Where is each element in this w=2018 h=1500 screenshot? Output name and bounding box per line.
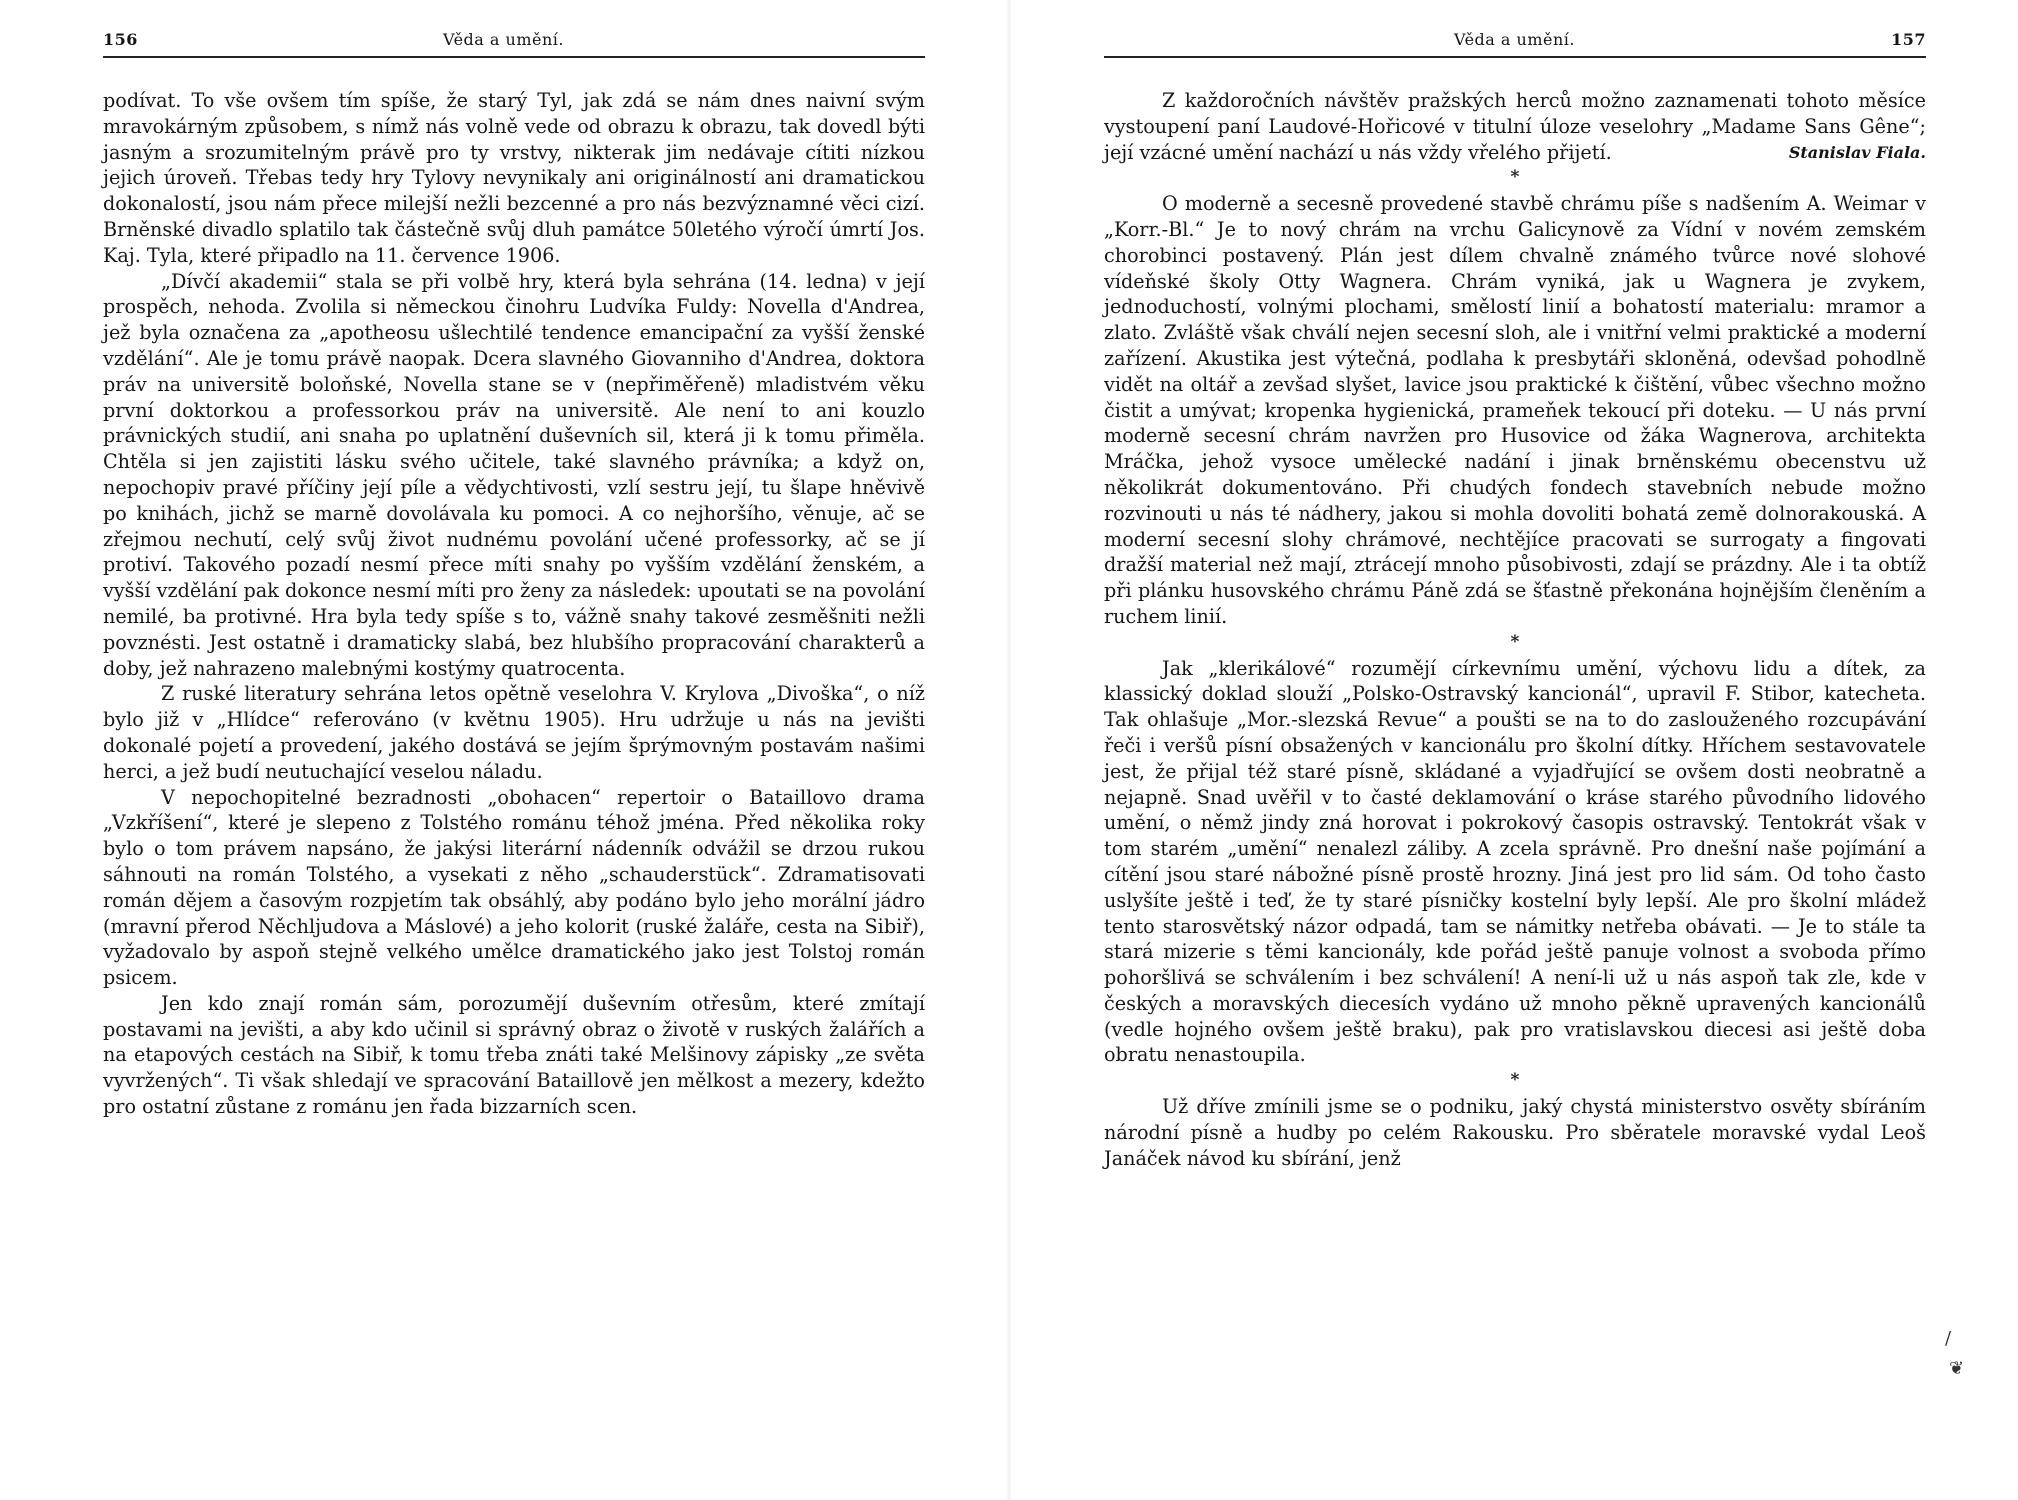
left-paragraph-3: Z ruské literatury sehrána letos opětně veselohra V. Krylova „Divoška“, o níž bylo již v „Hlídce“ referováno (v květnu 1905). Hru udržuje u nás na jevišti dokonalé pojetí a provedení, jakého dostává se jejím šprýmovným postavám našimi herci, a jež budí neutuchající veselou náladu.: [103, 682, 925, 783]
right-running-title: Věda a umění.: [1454, 30, 1575, 49]
author-signature: Stanislav Fiala.: [1788, 142, 1926, 162]
right-paragraph-church: O moderně a secesně provedené stavbě chrámu píše s nadšením A. Weimar v „Korr.-Bl.“ Je to nový chrám na vrchu Galicynově za Vídní v novém zemském chorobinci postavený. Plán jest dílem chvalně známého tvůrce nové slohové vídeňské školy Otty Wagnera. Chrám vyniká, jak u Wagnera je zvykem, jednoduchostí, volnými plochami, smělostí linií a bohatostí materialu: mramor a zlato. Zvláště však chválí nejen secesní sloh, ale i vnitřní velmi praktické a moderní zařízení. Akustika jest výtečná, podlaha k presbytáři skloněná, odevšad pohodlně vidět na oltář a zevšad slyšet, lavice jsou praktické k čištění, vůbec všechno možno čistit a umývat; kropenka hygienická, prameňek tekoucí při doteku. — U nás první moderně secesní chrám navržen pro Husovice od žáka Wagnerova, architekta Mráčka, jehož vysoce umělecké nadání i jinak brněnskému obecenstvu už několikrát dokumentováno. Při chudých fondech stavebních nebude možno rozvinouti u nás té nádhery, jakou si mohla dovoliti bohatá země dolnorakouská. A moderní secesní slohy chrámové, nechtějíce pracovati se surrogaty a fingovati dražší material než mají, ztrácejí mnoho působivosti, zdají se prázdny. Ale i ta obtíž při plánku husovského chrámu Páně zdá se šťastně překonána hojnějším členěním a ruchem linií.: [1104, 192, 1926, 628]
left-paragraph-4: V nepochopitelné bezradnosti „obohacen“ repertoir o Bataillovo drama „Vzkříšení“, které je slepeno z Tolstého románu téhož jména. Před několika roky bylo o tom právem napsáno, že jakýsi literární nádenník odvážil se drzou rukou sáhnouti na román Tolstého, a vysekati z něho „schauderstück“. Zdramatisovati román dějem a časovým rozpjetím tak obsáhlý, aby podáno bylo jeho morální jádro (mravní přerod Něchljudova a Máslové) a jeho kolorit (ruské žaláře, cesta na Sibiř), vyžadovalo by aspoň stejně velkého umělce dramatického jako jest Tolstoj román psicem.: [103, 785, 925, 990]
left-running-title: Věda a umění.: [443, 30, 564, 49]
right-paragraph-hymnal: Jak „klerikálové“ rozumějí církevnímu umění, výchovu lidu a dítek, za klassický doklad slouží „Polsko-Ostravský kancionál“, upravil F. Stibor, katecheta. Tak ohlašuje „Mor.-slezská Revue“ a poušti se na to do zaslouženého rozcupávání řeči i veršů písní obsažených v kancionálu pro školní dítky. Hříchem sestavovatele jest, že přijal též staré písně, skládané a vyjadřující se ovšem dosti neobratně a nejapně. Snad uvěřil v to časté deklamování o kráse starého původního lidového umění, o němž jindy zná horovat i pokrokový časopis ostravský. Tentokrát však v tom starém „umění“ nenalezl záliby. A zcela správně. Pro dnešní naše pojímání a cítění jsou staré nábožné písně prostě hrozny. Jiná jest pro lid sám. Od toho často uslyšíte ještě i teď, že ty staré písničky kostelní byly lepší. Ale pro školní mládež tento starosvětský názor odpadá, tam se námitky netřeba obávati. — Je to stále ta stará mizerie s těmi kancionály, kde pořád ještě panuje volnost a svoboda přímo pohoršlivá se schválením i bez schválení! A není-li už u nás aspoň tak zle, kde v českých a moravských diecesích vydáno už mnoho pěkně upravených kancionálů (vedle hojného ovšem ještě braku), pak pro vratislavskou diecesi asi ještě doba obratu nenastoupila.: [1104, 656, 1926, 1067]
right-paragraph-folksong: Už dříve zmínili jsme se o podniku, jaký chystá ministerstvo osvěty sbíráním národní písně a hudby po celém Rakousku. Pro sběratele moravské vydal Leoš Janáček návod ku sbírání, jenž: [1104, 1095, 1926, 1170]
left-body-text: [103, 88, 925, 1120]
left-paragraph-5: Jen kdo znají román sám, porozumějí duševním otřesům, které zmítají postavami na jevišti, a aby kdo učinil si správný obraz o životě v ruských žalářích a na etapových cestách na Sibiř, k tomu třeba znáti také Melšinovy zápisky „ze světa vyvržených“. Ti však shledají ve spracování Bataillově jen mělkost a mezery, kdežto pro ostatní zůstane z románu jen řada bizzarních scen.: [103, 991, 925, 1119]
section-separator-star: *: [1510, 631, 1520, 652]
section-separator-star: *: [1510, 1070, 1520, 1091]
left-header-rule: [103, 56, 925, 58]
left-paragraph-2: „Dívčí akademii“ stala se při volbě hry, která byla sehrána (14. ledna) v její prospěch, nehoda. Zvolila si německou činohru Ludvíka Fuldy: Novella d'Andrea, jež byla označena za „apotheosu ušlechtilé tendence emancipační za vyšší ženské vzdělání“. Ale je tomu právě naopak. Dcera slavného Giovanniho d'Andrea, doktora práv na universitě boloňské, Novella stane se v (nepřiměřeně) mladistvém věku první doktorkou a professorkou práv na universitě. Ale není to ani kouzlo právnických studií, ani snaha po uplatnění duševních sil, která ji k tomu přiměla. Chtěla si jen zajistiti lásku svého učitele, také slavného právníka; a když on, nepochopiv pravé příčiny její píle a vědychtivosti, vzlí sestru její, tu šlape hněvivě po knihách, jichž se marně dovolávala ku pomoci. A co nejhoršího, věnuje, ač se zřejmou nechutí, celý svůj život nudnému povolání učené professorky, ač se jí protiví. Takového pozadí nesmí přece míti snahy po vyšším vzdělání ženském, a vyšší vzdělání pak dokonce nesmí míti pro ženy za následek: upoutati se na povolání nemilé, ba protivné. Hra byla tedy spíše s to, vážně snahy takové zesměšniti nežli povznésti. Jest ostatně i dramaticky slabá, bez hlubšího propracování charakterů a doby, jež nahrazeno malebnými kostýmy quatrocenta.: [103, 269, 925, 680]
margin-ornament-mark: ❦: [1949, 1358, 1965, 1379]
right-paragraph-actors-text: Z každoročních návštěv pražských herců možno zaznamenati tohoto měsíce vystoupení paní Laudové-Hořicové v titulní úloze veselohry „Madame Sans Gêne“; její vzácné umění nachází u nás vždy vřelého přijetí.: [1104, 89, 1926, 164]
right-page-number: 157: [1891, 30, 1926, 49]
left-header: [103, 30, 925, 52]
right-paragraph-actors: [1104, 88, 1926, 165]
left-page-number: 156: [103, 30, 138, 49]
right-page: [1009, 0, 2018, 1500]
left-paragraph-1: podívat. To vše ovšem tím spíše, že starý Tyl, jak zdá se nám dnes naivní svým mravokárným způsobem, s nímž nás volně vede od obrazu k obrazu, tak dovedl býti jasným a srozumitelným právě pro ty vrstvy, nikterak jim nedávaje cítiti nízkou jejich úroveň. Třebas tedy hry Tylovy nevynikaly ani originálností ani dramatickou dokonalostí, jsou nám přece milejší nežli bezcenné a pro nás bezvýznamné věci cizí. Brněnské divadlo splatilo tak částečně svůj dluh památce 50letého výročí úmrtí Jos. Kaj. Tyla, které připadlo na 11. července 1906.: [103, 89, 925, 267]
section-separator-star: *: [1510, 167, 1520, 188]
right-body-text: [1104, 88, 1926, 1171]
margin-pencil-mark: /: [1945, 1328, 1952, 1349]
right-header-rule: [1104, 56, 1926, 58]
right-header: [1104, 30, 1926, 52]
